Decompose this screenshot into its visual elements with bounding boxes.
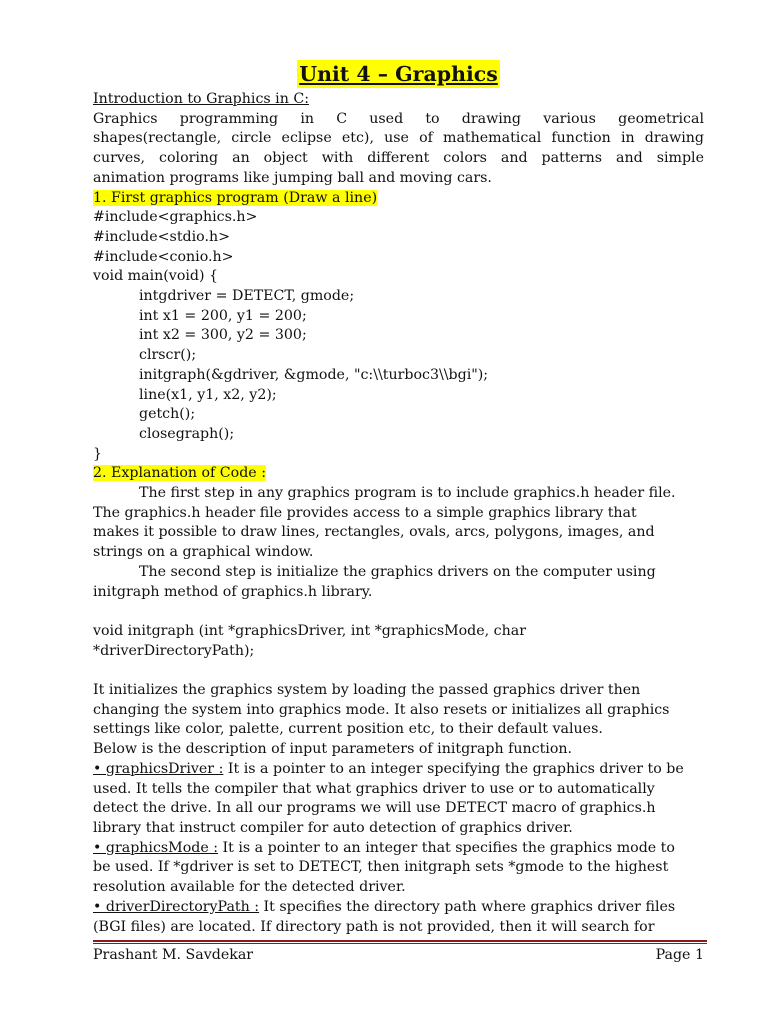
code-line: #include<conio.h> <box>93 248 234 265</box>
code-line: } <box>93 445 103 462</box>
param-term: • driverDirectoryPath : <box>93 898 260 915</box>
code-line: int x2 = 300, y2 = 300; <box>139 327 307 344</box>
code-line: void main(void) { <box>93 268 219 285</box>
footer-rule-thick <box>93 940 707 942</box>
intro-heading: Introduction to Graphics in C: <box>93 91 309 107</box>
param-graphics-mode <box>93 839 704 859</box>
code-line: intgdriver = DETECT, gmode; <box>139 288 355 305</box>
page-footer <box>93 946 704 965</box>
intro-line: Graphics programming in C used to drawing various geometrical <box>93 110 704 127</box>
paragraph-line: It initializes the graphics system by loading the passed graphics driver then <box>93 682 641 699</box>
footer-rule-thin <box>93 943 707 944</box>
paragraph-line: The graphics.h header file provides access to a simple graphics library that <box>93 504 637 521</box>
intro-line: curves, coloring an object with different colors and patterns and simple <box>93 150 704 167</box>
paragraph-line: makes it possible to draw lines, rectangles, ovals, arcs, polygons, images, and <box>93 524 655 541</box>
paragraph-line: (BGI files) are located. If directory path is not provided, then it will search for <box>93 918 655 935</box>
param-driver-directory-path <box>93 898 704 918</box>
paragraph-line: used. It tells the compiler that what graphics driver to use or to automatically <box>93 780 655 797</box>
signature-line: void initgraph (int *graphicsDriver, int *graphicsMode, char <box>93 622 526 639</box>
footer-page-number: Page 1 <box>655 947 704 963</box>
paragraph-line: initgraph method of graphics.h library. <box>93 583 373 600</box>
title-wrap <box>93 60 704 90</box>
param-term: • graphicsDriver : <box>93 760 224 777</box>
code-line: int x1 = 200, y1 = 200; <box>139 307 307 324</box>
intro-line: shapes(rectangle, circle eclipse etc), use of mathematical function in drawing <box>93 130 704 147</box>
code-line: #include<stdio.h> <box>93 228 230 245</box>
intro-line: animation programs like jumping ball and moving cars. <box>93 169 492 186</box>
param-text: It is a pointer to an integer that specifies the graphics mode to <box>218 839 675 856</box>
paragraph-line: settings like color, palette, current position etc, to their default values. <box>93 721 603 738</box>
footer-author: Prashant M. Savdekar <box>93 947 254 963</box>
code-line: getch(); <box>139 406 196 423</box>
paragraph-line: library that instruct compiler for auto detection of graphics driver. <box>93 819 573 836</box>
param-graphics-driver <box>93 760 704 780</box>
section-2-heading: 2. Explanation of Code : <box>93 465 266 482</box>
paragraph-line: resolution available for the detected driver. <box>93 879 406 896</box>
paragraph-line: strings on a graphical window. <box>93 544 314 561</box>
paragraph-line: detect the drive. In all our programs we will use DETECT macro of graphics.h <box>93 800 656 817</box>
paragraph-line: changing the system into graphics mode. It also resets or initializes all graphics <box>93 701 670 718</box>
paragraph-line: The first step in any graphics program is to include graphics.h header file. <box>139 485 676 502</box>
param-text: It is a pointer to an integer specifying the graphics driver to be <box>223 760 684 777</box>
paragraph-line: The second step is initialize the graphics drivers on the computer using <box>139 563 656 580</box>
code-line: #include<graphics.h> <box>93 209 258 226</box>
section-1-heading: 1. First graphics program (Draw a line) <box>93 189 378 206</box>
param-text: It specifies the directory path where graphics driver files <box>259 898 676 915</box>
paragraph-line: Below is the description of input parameters of initgraph function. <box>93 741 573 758</box>
blank-line <box>93 602 704 622</box>
code-line: clrscr(); <box>139 347 197 364</box>
document-page <box>93 60 704 937</box>
paragraph-line: be used. If *gdriver is set to DETECT, then initgraph sets *gmode to the highest <box>93 859 669 876</box>
page-title: Unit 4 – Graphics <box>299 62 498 86</box>
code-line: closegraph(); <box>139 425 235 442</box>
code-line: initgraph(&gdriver, &gmode, "c:\\turboc3\\bgi"); <box>139 366 489 383</box>
signature-line: *driverDirectoryPath); <box>93 642 255 659</box>
blank-line <box>93 661 704 681</box>
code-line: line(x1, y1, x2, y2); <box>139 386 277 403</box>
param-term: • graphicsMode : <box>93 839 219 856</box>
